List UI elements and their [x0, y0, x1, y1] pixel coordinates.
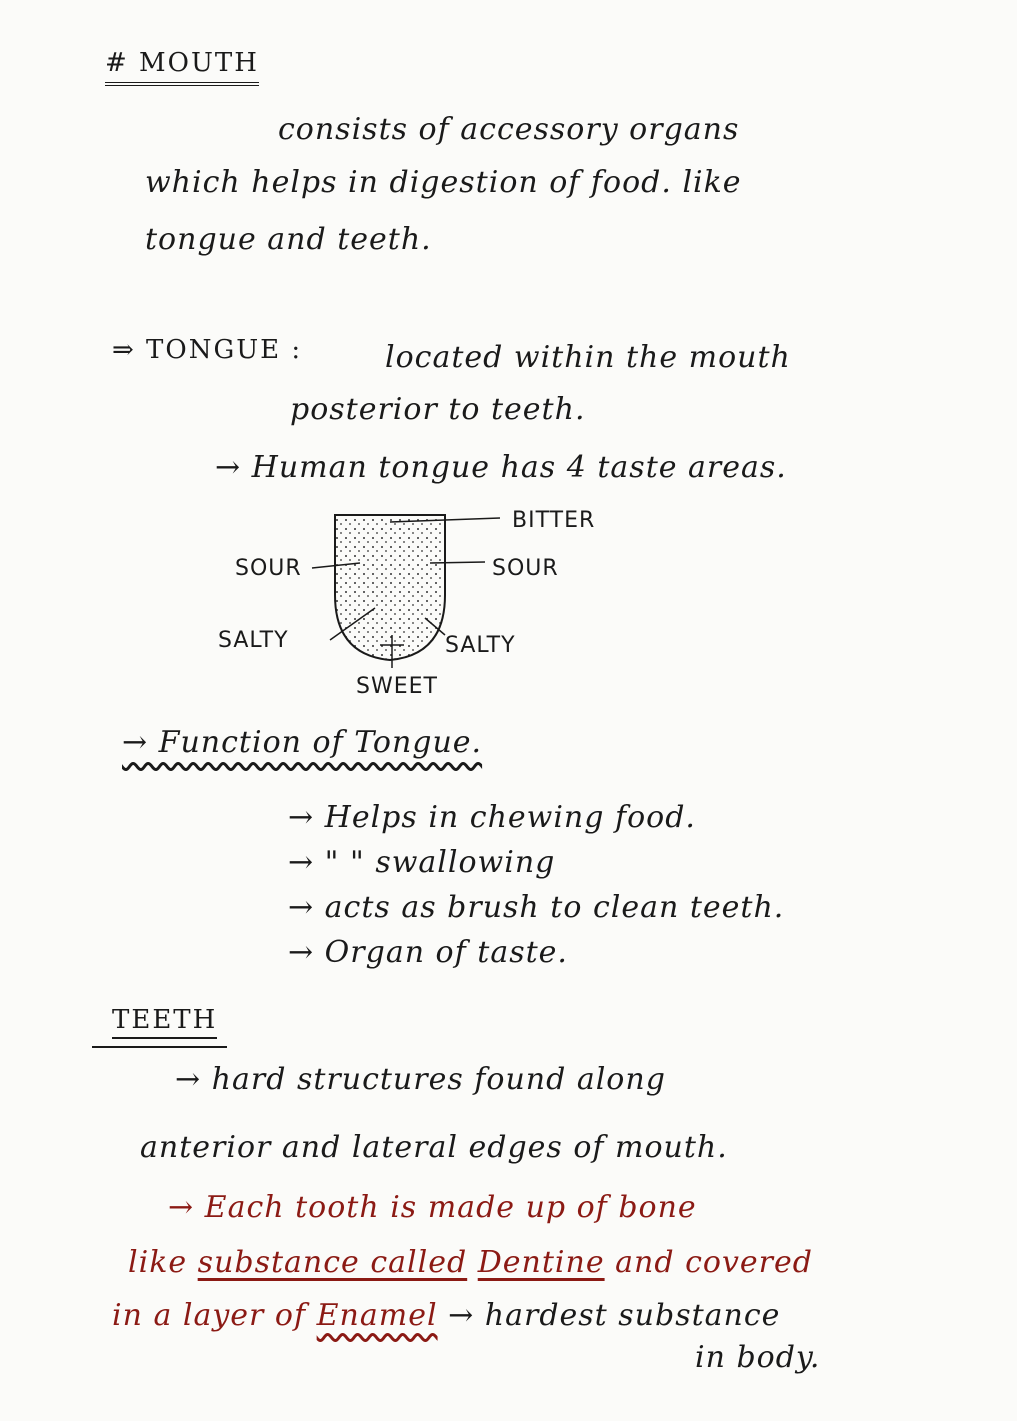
- red2-post: and covered: [615, 1245, 813, 1280]
- enamel-term: Enamel: [316, 1298, 438, 1333]
- red2-pre: like: [128, 1245, 188, 1280]
- tongue-heading: ⇒ TONGUE :: [112, 335, 303, 365]
- teeth-red-line-3: [112, 1298, 780, 1333]
- teeth-line-in-body: in body.: [695, 1340, 821, 1375]
- red3-pre: in a layer of: [112, 1298, 307, 1333]
- label-salty-left: SALTY: [218, 628, 289, 653]
- teeth-title: TEETH: [112, 1005, 217, 1039]
- taste-areas-note: → Human tongue has 4 taste areas.: [215, 450, 787, 485]
- teeth-red-line-2: [128, 1245, 813, 1280]
- teeth-heading: [112, 1005, 217, 1035]
- function-item-1: → Helps in chewing food.: [288, 800, 696, 835]
- mouth-text-line-1: consists of accessory organs: [278, 112, 740, 147]
- tongue-desc-line-2: posterior to teeth.: [290, 392, 586, 427]
- teeth-heading-underline: [92, 1046, 227, 1048]
- label-salty-right: SALTY: [445, 633, 516, 658]
- label-sour-left: SOUR: [235, 556, 302, 581]
- sour-right-pointer: [430, 562, 485, 563]
- red2-substance: substance called: [197, 1245, 468, 1280]
- mouth-text-line-2: which helps in digestion of food. like: [145, 165, 742, 200]
- teeth-red-line-1: → Each tooth is made up of bone: [168, 1190, 697, 1225]
- label-bitter: BITTER: [512, 508, 596, 533]
- red3-post: → hardest substance: [448, 1298, 781, 1333]
- mouth-title: # MOUTH: [105, 48, 259, 86]
- label-sour-right: SOUR: [492, 556, 559, 581]
- function-item-4: → Organ of taste.: [288, 935, 568, 970]
- tongue-diagram: [200, 500, 560, 700]
- function-heading-text: → Function of Tongue.: [122, 725, 483, 760]
- teeth-line-2: anterior and lateral edges of mouth.: [140, 1130, 728, 1165]
- teeth-line-1: → hard structures found along: [175, 1062, 666, 1097]
- mouth-text-line-3: tongue and teeth.: [145, 222, 432, 257]
- mouth-heading: [105, 48, 259, 78]
- label-sweet: SWEET: [356, 674, 438, 699]
- tongue-shape: [335, 515, 445, 660]
- function-item-2: → " " swallowing: [288, 845, 556, 880]
- dentine-term: Dentine: [477, 1245, 605, 1280]
- function-item-3: → acts as brush to clean teeth.: [288, 890, 785, 925]
- tongue-desc-line-1: located within the mouth: [385, 340, 791, 375]
- function-heading: [122, 725, 482, 760]
